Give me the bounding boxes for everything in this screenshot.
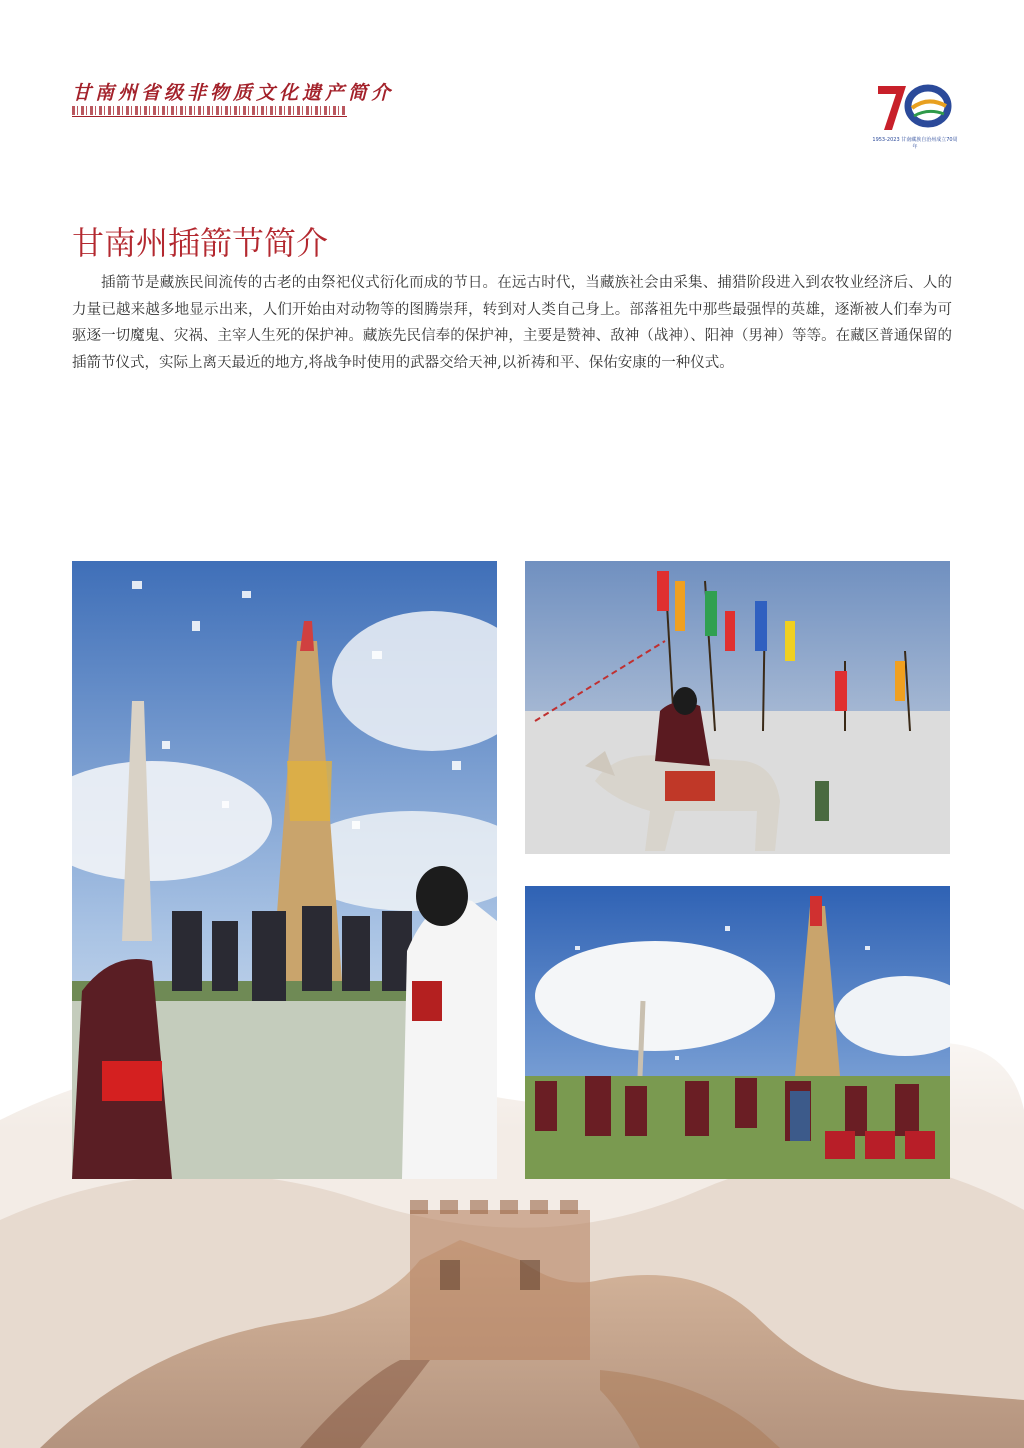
tibetan-script-line	[72, 106, 347, 115]
header-title: 甘南州省级非物质文化遗产简介	[72, 82, 395, 104]
header-tibetan-subtitle	[72, 106, 347, 117]
logo-caption: 1953-2023 甘南藏族自治州成立70周年	[872, 137, 958, 150]
page-title: 甘南州插箭节简介	[72, 224, 329, 262]
anniversary-logo	[872, 78, 958, 148]
intro-paragraph: 插箭节是藏族民间流传的古老的由祭祀仪式衍化而成的节日。在远古时代，当藏族社会由采集、捕猎阶段进入到农牧业经济后、人的力量已越来越多地显示出来，人们开始由对动物等的图腾崇拜，转到对人类自己身上。部落祖先中那些最强悍的英雄，逐渐被人们奉为可驱逐一切魔鬼、灾祸、主宰人生死的保护神。藏族先民信奉的保护神，主要是赞神、敌神（战神）、阳神（男神）等等。在藏区普通保留的插箭节仪式，实际上离天最近的地方,将战争时使用的武器交给天神,以祈祷和平、保佑安康的一种仪式。	[72, 275, 952, 371]
festival-photo-crowd	[525, 886, 950, 1179]
festival-photo-horse-rider	[525, 561, 950, 854]
festival-photo-tower	[72, 561, 497, 1179]
seventy-logo-icon	[872, 78, 958, 138]
